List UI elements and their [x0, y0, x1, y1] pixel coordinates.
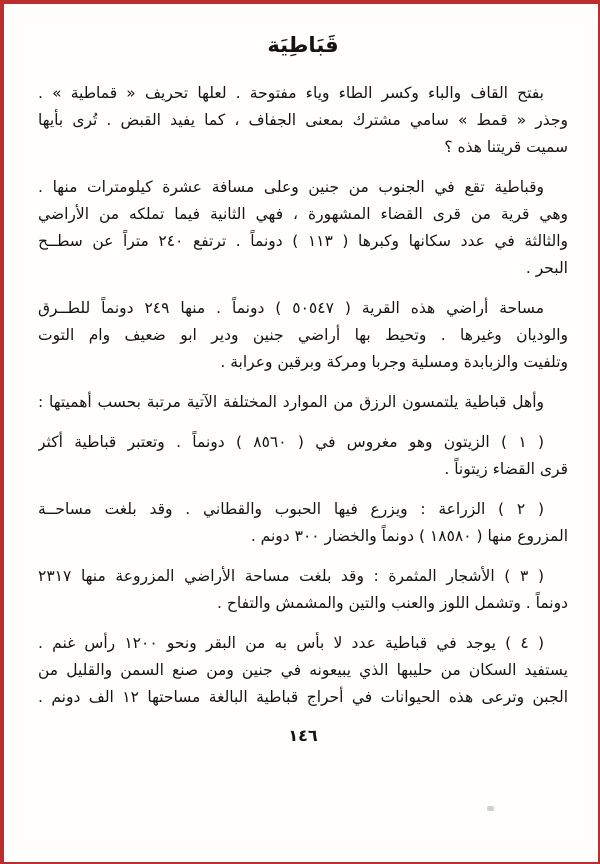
list-item-livestock — [38, 630, 568, 711]
text-line: ( ٢ ) الزراعة : ويزرع فيها الحبوب والقطاني . وقد بلغت مساحــة — [38, 500, 544, 518]
text-line: يستفيد السكان من حليبها الذي يبيعونه في جنين ومن صنع السمن والقليل من — [38, 661, 568, 679]
text-line: دونماً . وتشمل اللوز والعنب والتين والمشمش والتفاح . — [217, 594, 568, 612]
paragraph-land-area — [38, 295, 568, 376]
text-line: ( ١ ) الزيتون وهو مغروس في ( ٨٥٦٠ ) دونماً . وتعتبر قباطية أكثر — [38, 433, 544, 451]
text-line: ( ٤ ) يوجد في قباطية عدد لا بأس به من البقر ونحو ١٢٠٠ رأس غنم . — [38, 634, 544, 652]
text-line: والثالثة في عدد سكانها وكبرها ( ١١٣ ) دونماً . ترتفع ٢٤٠ متراً عن سطــح — [38, 232, 568, 250]
paragraph-resources-intro — [38, 389, 568, 416]
list-item-fruit-trees — [38, 563, 568, 617]
paragraph-location — [38, 174, 568, 282]
paragraph-etymology — [38, 80, 568, 161]
page-number: ١٤٦ — [288, 726, 318, 745]
scan-speck — [487, 806, 494, 811]
list-item-agriculture — [38, 496, 568, 550]
text-line: وتلفيت والزبابدة ومسلية وجربا ومركة وبرقين وعرابة . — [220, 353, 568, 371]
text-line: والوديان وغيرها . وتحيط بها أراضي جنين ودير ابو ضعيف وام التوت — [38, 326, 568, 344]
text-line: قرى القضاء زيتوناً . — [444, 460, 568, 478]
text-line: بفتح القاف والباء وكسر الطاء وياء مفتوحة . لعلها تحريف « قماطية » . — [38, 84, 544, 102]
text-line: وهي قرية من قرى القضاء المشهورة ، فهي الثانية فيما تملكه من الأراضي — [38, 205, 568, 223]
text-line: ( ٣ ) الأشجار المثمرة : وقد بلغت مساحة الأراضي المزروعة منها ٢٣١٧ — [38, 567, 545, 585]
text-line: وجذر « قمط » سامي مشترك بمعنى الجفاف ، كما يفيد القبض . تُرى بأيها — [38, 111, 568, 129]
text-line: البحر . — [525, 259, 568, 277]
text-line: مساحة أراضي هذه القرية ( ٥٠٥٤٧ ) دونماً . منها ٢٤٩ دونماً للطــرق — [38, 299, 544, 317]
list-item-olives — [38, 429, 568, 483]
text-line: المزروع منها ( ١٨٥٨٠ ) دونماً والخضار ٣٠٠ دونم . — [250, 527, 568, 545]
text-line: وأهل قباطية يلتمسون الرزق من الموارد المختلفة الآتية مرتبة بحسب أهميتها : — [38, 393, 544, 411]
text-line: سميت قريتنا هذه ؟ — [444, 138, 568, 156]
page-content — [4, 4, 598, 745]
text-line: وقباطية تقع في الجنوب من جنين وعلى مسافة عشرة كيلومترات منها . — [38, 178, 544, 196]
text-line: الجبن وترعى هذه الحيوانات في أحراج قباطية البالغة مساحتها ١٢ الف دونم . — [38, 688, 568, 706]
page-title: قَبَاطِيَة — [267, 33, 339, 57]
